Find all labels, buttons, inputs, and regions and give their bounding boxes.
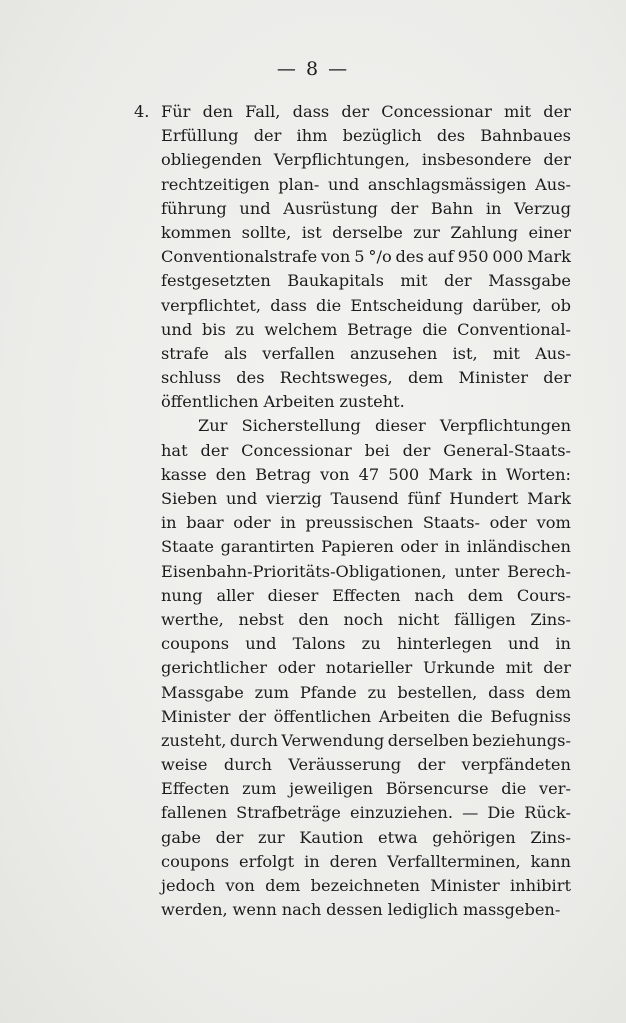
text-line: Minister der öffentlichen Arbeiten die Befugniss [161, 706, 571, 726]
text-line: Eisenbahn-Prioritäts-Obligationen, unter Berech- [161, 561, 571, 581]
text-line: gerichtlicher oder notarieller Urkunde mit der [161, 658, 571, 678]
text-line: Staate garantirten Papieren oder in inländischen [161, 537, 571, 557]
text-line: Massgabe zum Pfande zu bestellen, dass dem [161, 682, 571, 702]
text-line: Zur Sicherstellung dieser Verpflichtungen [198, 416, 571, 436]
text-line: Für den Fall, dass der Concessionar mit der [161, 102, 571, 121]
text-line: werden, wenn nach dessen lediglich massgeben- [161, 900, 561, 920]
text-line: coupons und Talons zu hinterlegen und in [161, 634, 571, 654]
text-line: werthe, nebst den noch nicht fälligen Zins- [161, 609, 571, 629]
text-line: zusteht, durch Verwendung derselben beziehungs- [161, 730, 571, 750]
text-line: öffentlichen Arbeiten zusteht. [161, 392, 405, 412]
text-line: kasse den Betrag von 47 500 Mark in Worten: [161, 464, 571, 484]
text-line: fallenen Strafbeträge einzuziehen. — Die Rück- [161, 803, 571, 823]
item-number: 4. [134, 102, 150, 121]
text-line: Sieben und vierzig Tausend fünf Hundert Mark [161, 489, 571, 508]
paragraph-1 [135, 100, 571, 414]
text-line: strafe als verfallen anzusehen ist, mit Aus- [161, 343, 571, 363]
text-line: hat der Concessionar bei der General-Staats- [161, 440, 571, 460]
text-line: kommen sollte, ist derselbe zur Zahlung einer [161, 222, 571, 242]
text-line: schluss des Rechtsweges, dem Minister der [161, 368, 571, 388]
paragraph-2 [135, 414, 571, 922]
text-line: führung und Ausrüstung der Bahn in Verzug [161, 198, 571, 218]
text-line: gabe der zur Kaution etwa gehörigen Zins- [161, 827, 571, 847]
text-line: und bis zu welchem Betrage die Conventional- [161, 319, 571, 339]
text-line: rechtzeitigen plan- und anschlagsmässigen Aus- [161, 174, 571, 194]
text-line: verpflichtet, dass die Entscheidung darüber, ob [161, 295, 571, 315]
text-line: nung aller dieser Effecten nach dem Cours- [161, 585, 571, 605]
body-text [135, 100, 571, 922]
text-line: Conventionalstrafe von 5 °/o des auf 950 000 Mark [161, 247, 571, 267]
text-line: jedoch von dem bezeichneten Minister inhibirt [161, 876, 571, 895]
text-line: weise durch Veräusserung der verpfändeten [161, 755, 571, 775]
page-number: — 8 — [276, 58, 350, 80]
text-line: obliegenden Verpflichtungen, insbesondere der [161, 150, 571, 170]
text-line: coupons erfolgt in deren Verfallterminen, kann [161, 851, 571, 871]
text-line: Erfüllung der ihm bezüglich des Bahnbaues [161, 126, 571, 146]
text-line: in baar oder in preussischen Staats- oder vom [161, 513, 571, 533]
text-line: festgesetzten Baukapitals mit der Massgabe [161, 271, 571, 291]
text-line: Effecten zum jeweiligen Börsencurse die ver- [161, 779, 571, 799]
